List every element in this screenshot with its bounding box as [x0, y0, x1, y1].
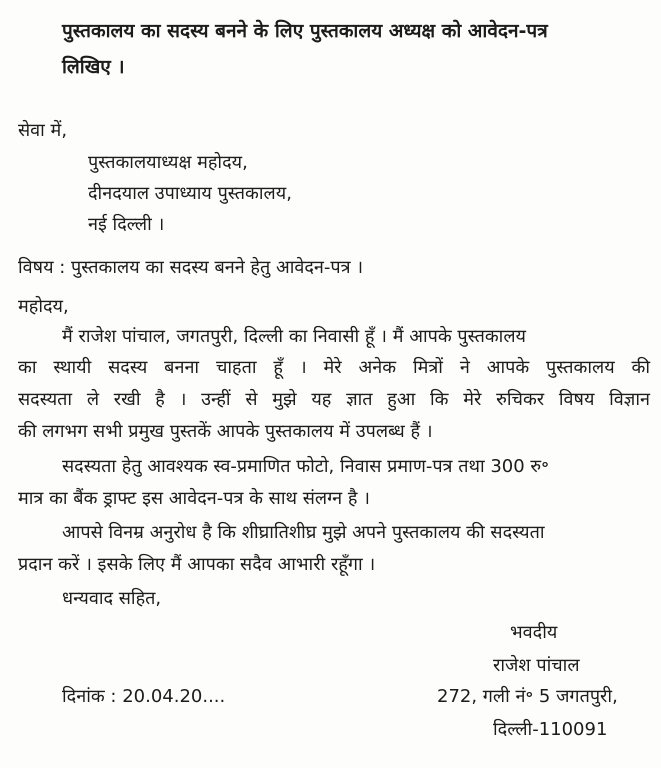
body-paragraph-1-line-2: का स्थायी सदस्य बनना चाहता हूँ । मेरे अनेक मित्रों ने आपके पुस्तकालय की: [18, 357, 650, 378]
body-paragraph-1-line-1: मैं राजेश पांचाल, जगतपुरी, दिल्ली का निवासी हूँ । मैं आपके पुस्तकालय: [62, 326, 526, 347]
body-paragraph-2-line-1: सदस्यता हेतु आवश्यक स्व-प्रमाणित फोटो, निवास प्रमाण-पत्र तथा 300 रु॰: [62, 456, 549, 477]
body-paragraph-1-line-4: की लगभग सभी प्रमुख पुस्तकें आपके पुस्तकालय में उपलब्ध हैं ।: [18, 421, 433, 442]
signature-address-1: 272, गली नं॰ 5 जगतपुरी,: [437, 686, 618, 707]
recipient-line-3: नई दिल्ली ।: [88, 214, 165, 235]
heading-line-1: पुस्तकालय का सदस्य बनने के लिए पुस्तकालय अध्यक्ष को आवेदन-पत्र: [62, 20, 548, 42]
signature-closing: भवदीय: [510, 622, 558, 643]
heading-line-2: लिखिए ।: [62, 56, 125, 78]
closing-thanks: धन्यवाद सहित,: [62, 588, 162, 609]
body-paragraph-1-line-3: सदस्यता ले रखी है । उन्हीं से मुझे यह ज्ञात हुआ कि मेरे रुचिकर विषय विज्ञान: [18, 389, 650, 410]
subject-line: विषय : पुस्तकालय का सदस्य बनने हेतु आवेदन-पत्र ।: [18, 257, 364, 278]
date-line: दिनांक : 20.04.20....: [62, 686, 226, 707]
greeting: महोदय,: [18, 296, 69, 317]
signature-name: राजेश पांचाल: [493, 655, 580, 676]
recipient-line-1: पुस्तकालयाध्यक्ष महोदय,: [88, 152, 248, 173]
body-paragraph-2-line-2: मात्र का बैंक ड्राफ्ट इस आवेदन-पत्र के साथ संलग्न है ।: [18, 488, 370, 509]
signature-address-2: दिल्ली-110091: [493, 719, 608, 740]
recipient-line-2: दीनदयाल उपाध्याय पुस्तकालय,: [88, 183, 292, 204]
body-paragraph-3-line-2: प्रदान करें । इसके लिए मैं आपका सदैव आभारी रहूँगा ।: [18, 554, 376, 575]
body-paragraph-3-line-1: आपसे विनम्र अनुरोध है कि शीघ्रातिशीघ्र मुझे अपने पुस्तकालय की सदस्यता: [62, 522, 545, 543]
salutation-to: सेवा में,: [18, 120, 68, 141]
